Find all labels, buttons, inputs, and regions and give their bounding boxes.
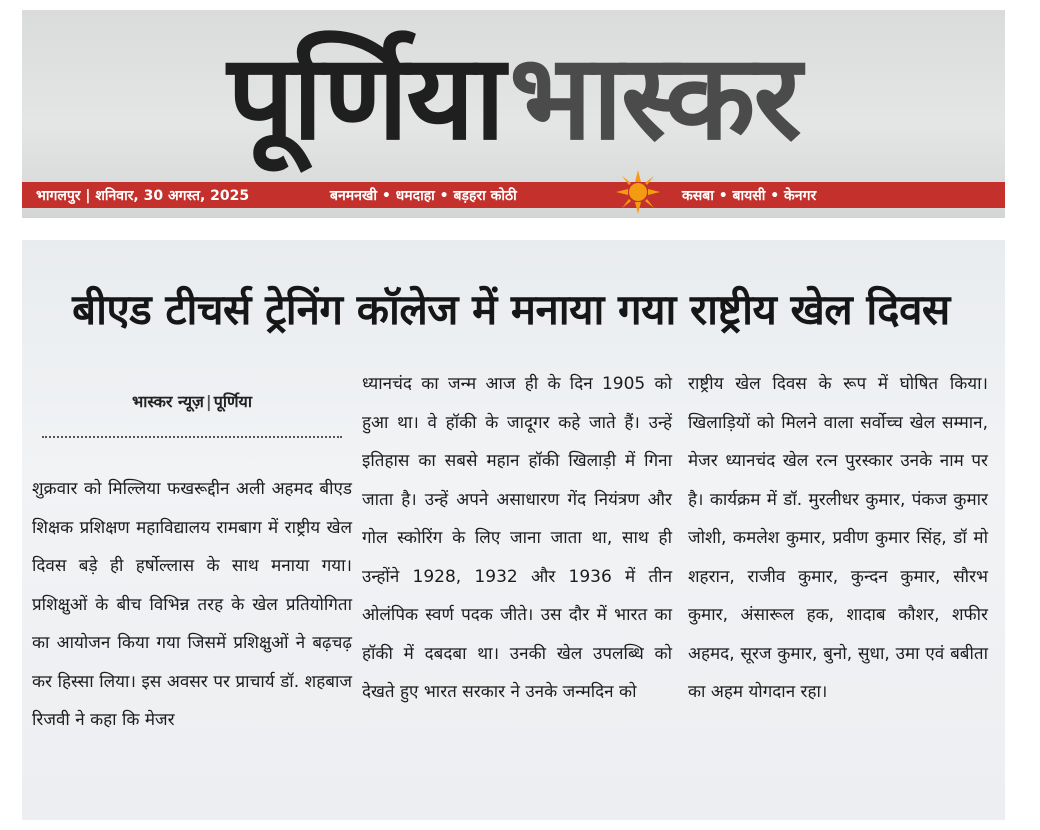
article-column-3 bbox=[688, 365, 988, 712]
article-column-2 bbox=[362, 365, 672, 712]
article-clipping bbox=[22, 240, 1005, 820]
article-column-1 bbox=[32, 470, 352, 740]
byline-place: पूर्णिया bbox=[213, 392, 252, 411]
article-column-3-text: राष्ट्रीय खेल दिवस के रूप में घोषित किया। खिलाड़ियों को मिलने वाला सर्वोच्च खेल सम्मान, मेजर ध्यानचंद खेल रत्न पुरस्कार उनके नाम पर है। कार्यक्रम में डॉ. मुरलीधर कुमार, पंकज कुमार जोशी, कमलेश कुमार, प्रवीण कुमार सिंह, डॉ मो शहरान, राजीव कुमार, कुन्दन कुमार, सौरभ कुमार, अंसारूल हक, शादाब कौशर, शफीर अहमद, सूरज कुमार, बुनो, सुधा, उमा एवं बबीता का अहम योगदान रहा। bbox=[688, 374, 988, 702]
article-column-1-text: शुक्रवार को मिल्लिया फखरूद्दीन अली अहमद बीएड शिक्षक प्रशिक्षण महाविद्यालय रामबाग में राष्ट्रीय खेल दिवस बड़े ही हर्षोल्लास के साथ मनाया गया।प्रशिक्षुओं के बीच विभिन्न तरह के खेल प्रतियोगिता का आयोजन किया गया जिसमें प्रशिक्षुओं ने बढ़चढ़ कर हिस्सा लिया। इस अवसर पर प्राचार्य डॉ. शहबाज रिजवी ने कहा कि मेजर bbox=[32, 479, 352, 730]
article-headline: बीएड टीचर्स ट्रेनिंग कॉलेज में मनाया गया राष्ट्रीय खेल दिवस bbox=[72, 285, 950, 334]
newspaper-title bbox=[22, 22, 1005, 172]
sun-logo-icon bbox=[616, 170, 660, 214]
areas-left: बनमनखी • धमदाहा • बड़हरा कोठी bbox=[330, 187, 517, 204]
byline-separator: | bbox=[205, 392, 212, 411]
byline bbox=[132, 390, 252, 412]
byline-divider bbox=[42, 436, 342, 438]
masthead bbox=[22, 10, 1005, 218]
dateline: भागलपुर | शनिवार, 30 अगस्त, 2025 bbox=[36, 187, 250, 204]
edition-band bbox=[22, 182, 1005, 208]
article-column-2-text: ध्यानचंद का जन्म आज ही के दिन 1905 को हुआ था। वे हॉकी के जादूगर कहे जाते हैं। उन्हें इतिहास का सबसे महान हॉकी खिलाड़ी में गिना जाता है। उन्हें अपने असाधारण गेंद नियंत्रण और गोल स्कोरिंग के लिए जाना जाता था, साथ ही उन्होंने 1928, 1932 और 1936 में तीन ओलंपिक स्वर्ण पदक जीते। उस दौर में भारत का हॉकी में दबदबा था। उनकी खेल उपलब्धि को देखते हुए भारत सरकार ने उनके जन्मदिन को bbox=[362, 374, 672, 702]
newspaper-title-sub: भास्कर bbox=[509, 28, 800, 166]
areas-right: कसबा • बायसी • केनगर bbox=[682, 187, 817, 204]
byline-source: भास्कर न्यूज़ bbox=[132, 392, 204, 411]
newspaper-title-main: पूर्णिया bbox=[227, 28, 504, 166]
